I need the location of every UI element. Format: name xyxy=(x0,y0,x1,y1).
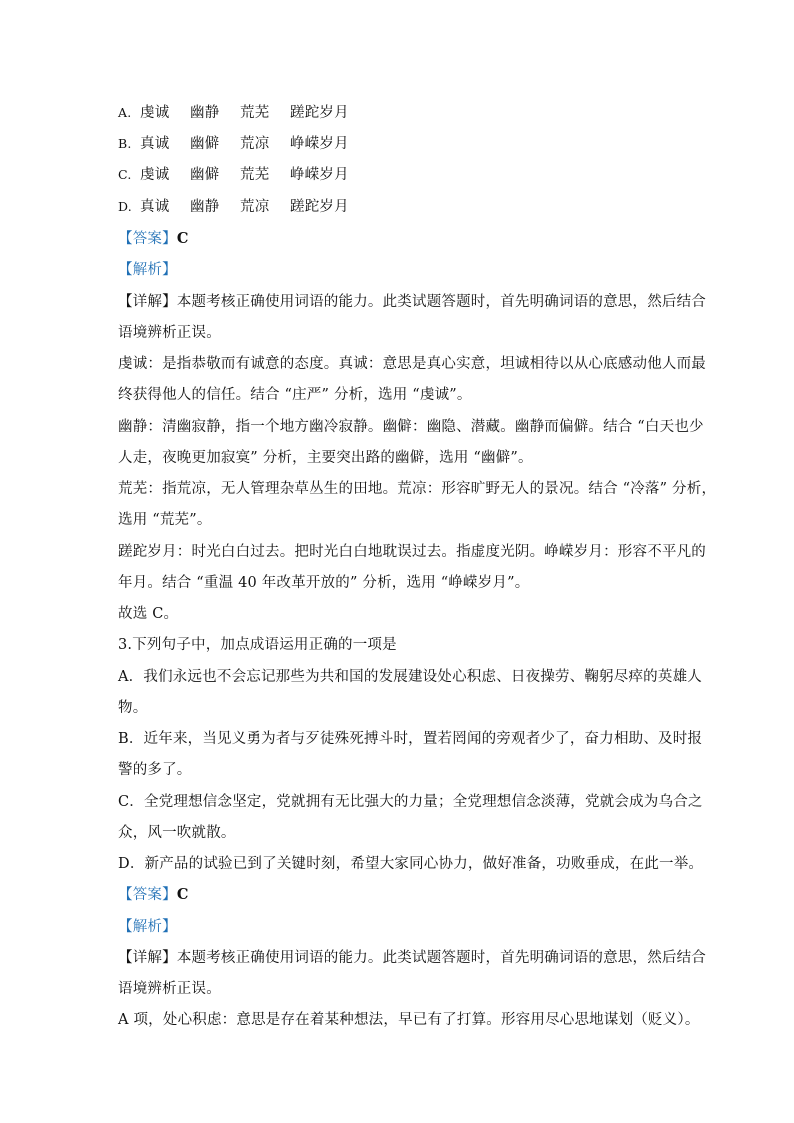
body-line: 年月。结合 “重温 40 年改革开放的” 分析，选用 “峥嵘岁月”。 xyxy=(118,575,530,591)
option-word: 荒芜 xyxy=(240,167,270,183)
detail-line: 语境辨析正误。 xyxy=(118,981,221,997)
detail-text: 本题考核正确使用词语的能力。此类试题答题时，首先明确词语的意思，然后结合 xyxy=(176,950,707,966)
body-line: 选用 “荒芜”。 xyxy=(118,512,212,528)
detail-tag: 【详解】 xyxy=(118,950,177,966)
option-word: 幽静 xyxy=(190,105,220,121)
option-word: 荒凉 xyxy=(240,199,270,215)
q3-option-line: 众，风一吹就散。 xyxy=(118,825,236,841)
body-line: A 项，处心积虑：意思是存在着某种想法，早已有了打算。形容用尽心思地谋划（贬义）。 xyxy=(118,1012,700,1028)
option-word: 荒凉 xyxy=(240,136,270,152)
answer-tag: 【答案】 xyxy=(118,887,177,903)
q3-option-line: A．我们永远也不会忘记那些为共和国的发展建设处心积虑、日夜操劳、鞠躬尽瘁的英雄人 xyxy=(118,669,702,685)
body-line: 幽静：清幽寂静，指一个地方幽冷寂静。幽僻：幽隐、潜藏。幽静而偏僻。结合 “白天也少 xyxy=(118,419,704,435)
answer-tag: 【答案】 xyxy=(118,231,177,247)
option-b: B. 真诚 幽僻 荒凉 峥嵘岁月 xyxy=(118,136,349,152)
analysis-tag: 【解析】 xyxy=(118,919,177,935)
q3-option-line: D．新产品的试验已到了关键时刻，希望大家同心协力，做好准备，功败垂成，在此一举。 xyxy=(118,856,704,872)
option-word: 峥嵘岁月 xyxy=(290,167,349,183)
option-word: 蹉跎岁月 xyxy=(290,105,349,121)
question-stem: 3.下列句子中，加点成语运用正确的一项是 xyxy=(118,637,397,653)
option-d: D. 真诚 幽静 荒凉 蹉跎岁月 xyxy=(118,199,349,215)
option-word: 真诚 xyxy=(140,199,170,215)
detail-line: 语境辨析正误。 xyxy=(118,325,221,341)
answer-value: C xyxy=(176,886,189,903)
body-line: 蹉跎岁月：时光白白过去。把时光白白地耽误过去。指虚度光阴。峥嵘岁月：形容不平凡的 xyxy=(118,544,706,560)
option-word: 峥嵘岁月 xyxy=(290,136,349,152)
body-line: 人走，夜晚更加寂寞” 分析，主要突出路的幽僻，选用 “幽僻”。 xyxy=(118,450,533,466)
body-line: 终获得他人的信任。结合 “庄严” 分析，选用 “虔诚”。 xyxy=(118,387,472,403)
body-line: 虔诚：是指恭敬而有诚意的态度。真诚：意思是真心实意，坦诚相待以从心底感动他人而最 xyxy=(118,356,706,372)
option-word: 荒芜 xyxy=(240,105,270,121)
option-word: 幽僻 xyxy=(190,136,220,152)
detail-line xyxy=(118,948,707,968)
option-word: 虔诚 xyxy=(140,167,170,183)
answer-line xyxy=(118,885,688,905)
q3-option-line: C．全党理想信念坚定，党就拥有无比强大的力量；全党理想信念淡薄，党就会成为乌合之 xyxy=(118,794,703,810)
detail-line xyxy=(118,292,707,312)
option-word: 虔诚 xyxy=(140,105,170,121)
option-word: 幽僻 xyxy=(190,167,220,183)
option-word: 真诚 xyxy=(140,136,170,152)
option-word: 幽静 xyxy=(190,199,220,215)
option-a: A. 虔诚 幽静 荒芜 蹉跎岁月 xyxy=(118,105,349,121)
body-line: 荒芜：指荒凉，无人管理杂草丛生的田地。荒凉：形容旷野无人的景况。结合 “冷落” 分析， xyxy=(118,481,717,497)
q3-option-line: 物。 xyxy=(118,700,148,716)
q3-option-line: B．近年来，当见义勇为者与歹徒殊死搏斗时，置若罔闻的旁观者少了，奋力相助、及时报 xyxy=(118,731,703,747)
analysis-heading xyxy=(118,917,688,937)
detail-text: 本题考核正确使用词语的能力。此类试题答题时，首先明确词语的意思，然后结合 xyxy=(176,294,707,310)
answer-value: C xyxy=(176,230,189,247)
analysis-tag: 【解析】 xyxy=(118,262,177,278)
analysis-heading xyxy=(118,260,688,280)
body-line: 故选 C。 xyxy=(118,606,179,622)
detail-tag: 【详解】 xyxy=(118,294,177,310)
option-word: 蹉跎岁月 xyxy=(290,199,349,215)
q3-option-line: 警的多了。 xyxy=(118,762,192,778)
option-c: C. 虔诚 幽僻 荒芜 峥嵘岁月 xyxy=(118,167,349,183)
answer-line xyxy=(118,229,688,249)
